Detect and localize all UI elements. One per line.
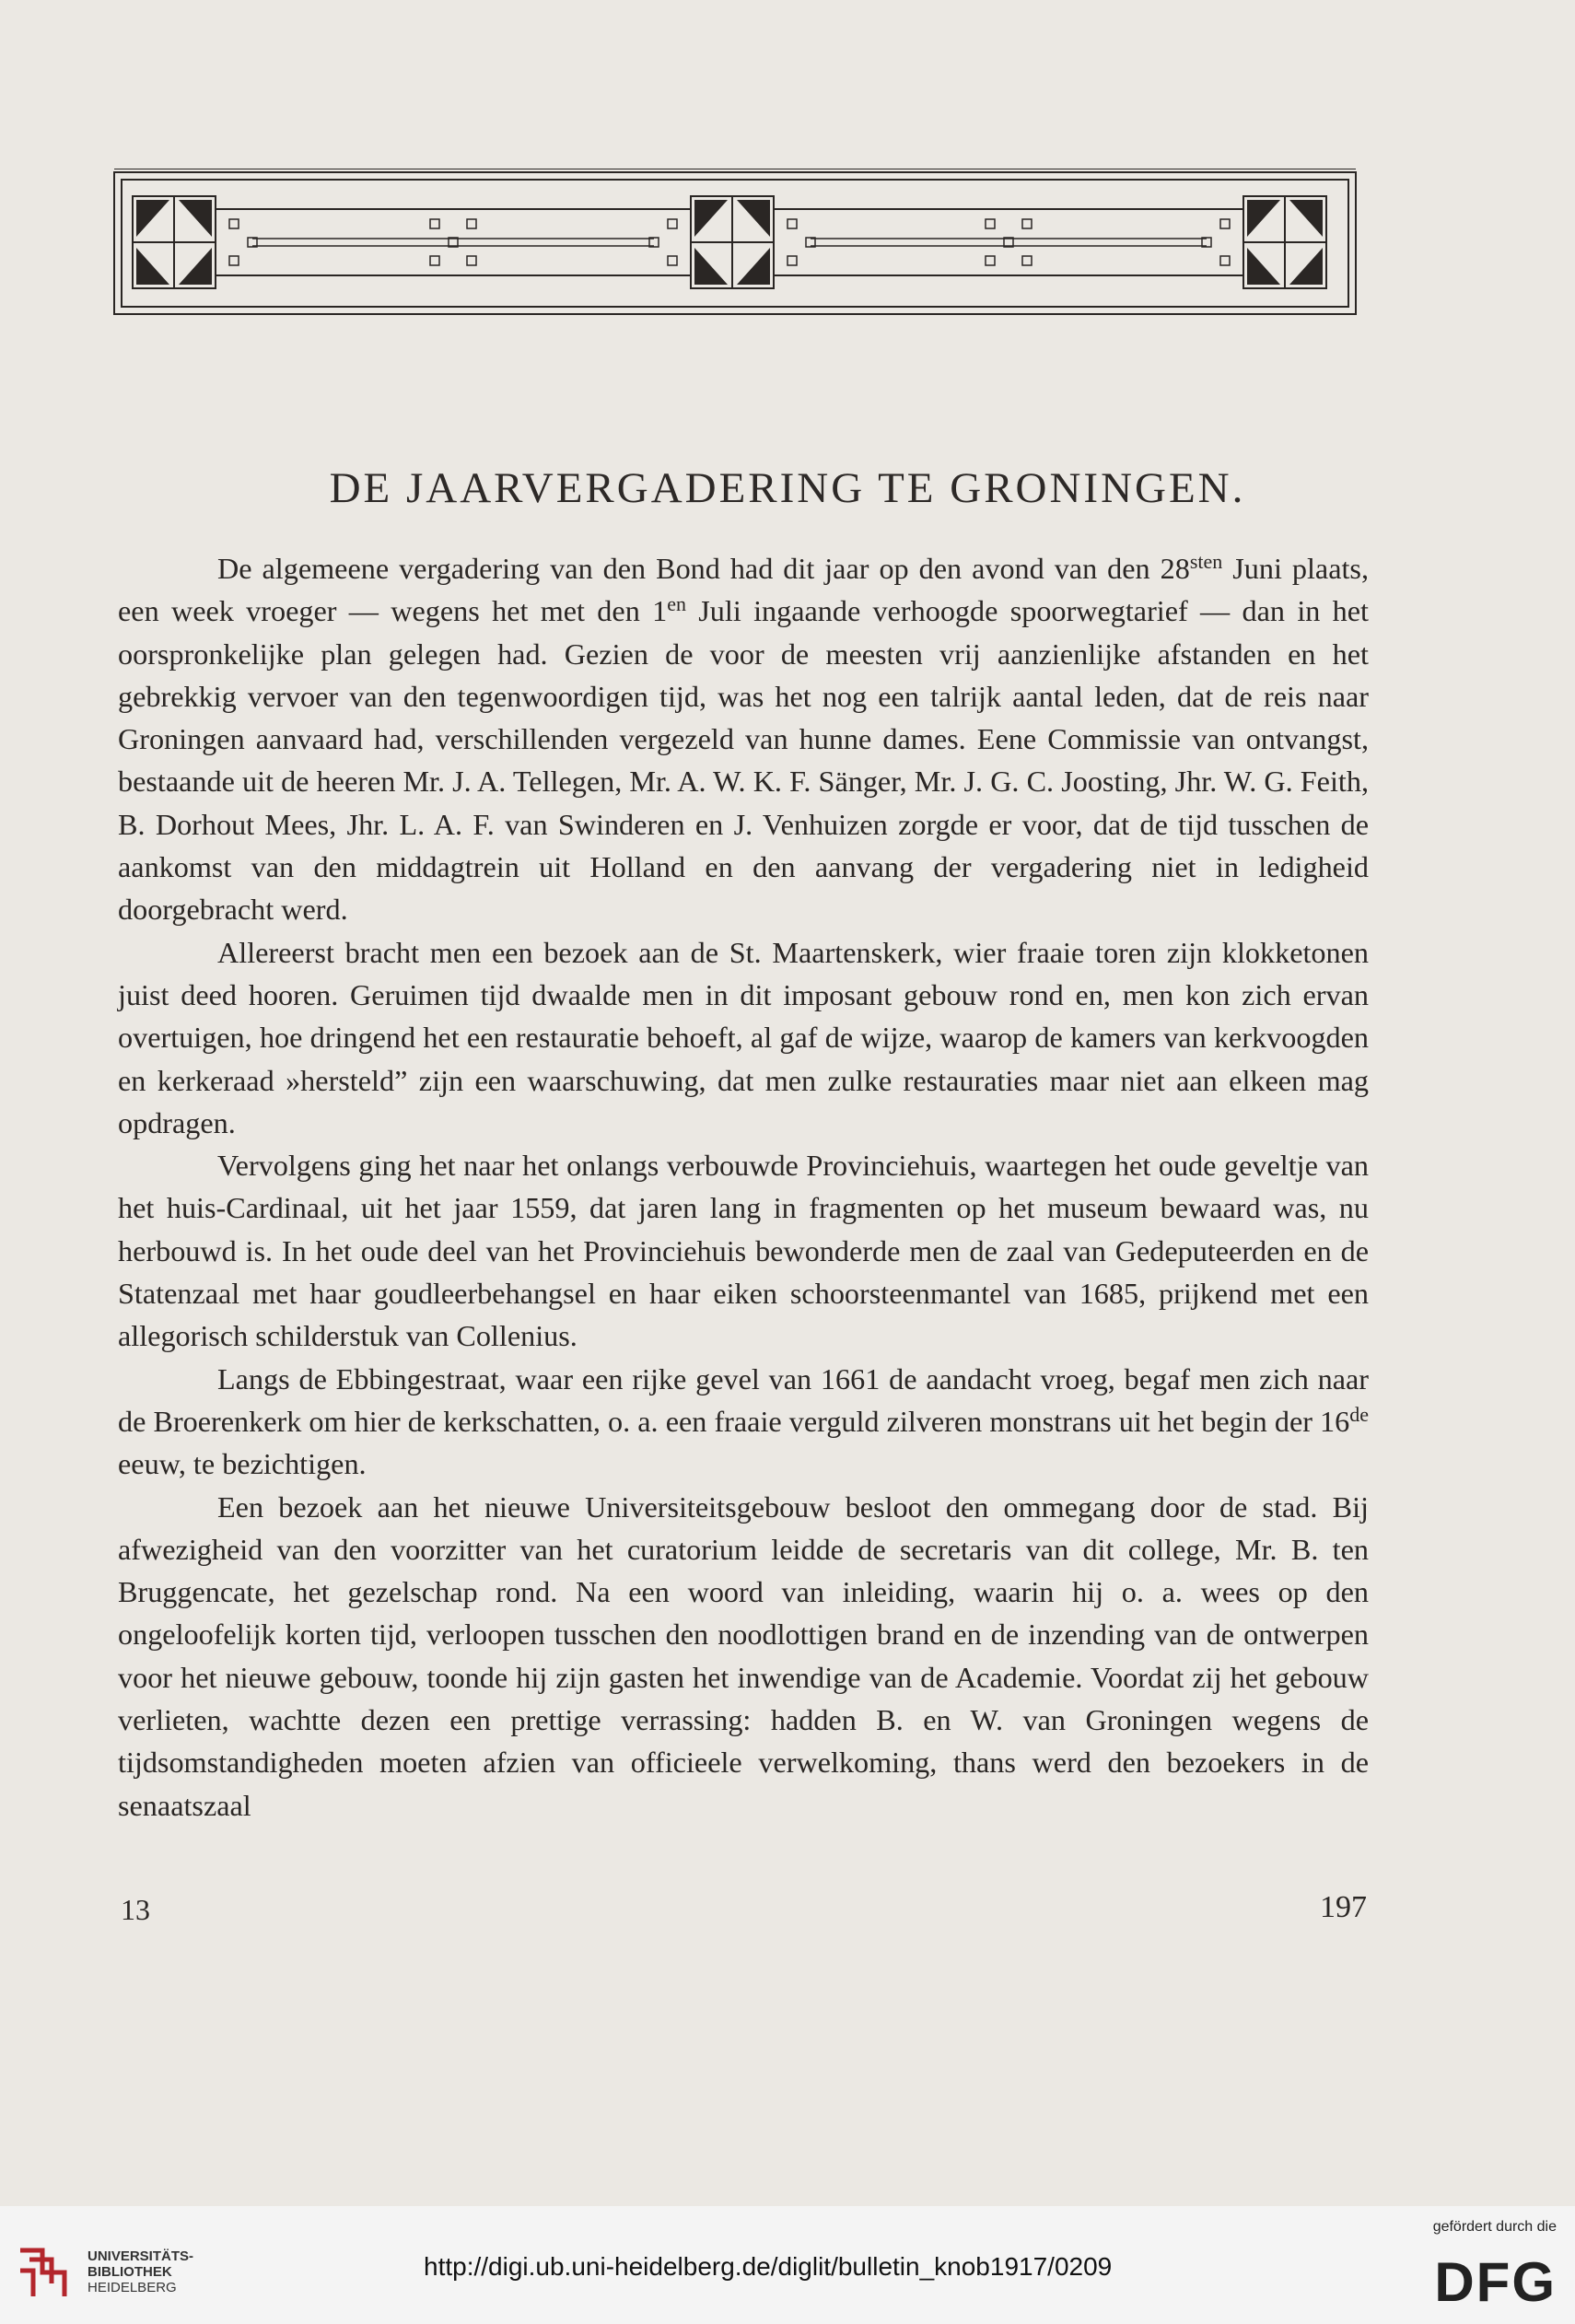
ornament-square xyxy=(430,219,439,228)
ornament-square xyxy=(1022,256,1032,265)
ornament-square xyxy=(430,256,439,265)
funding-note: gefördert durch die xyxy=(1432,2219,1557,2235)
ornament-square xyxy=(1220,256,1230,265)
ornament-square xyxy=(229,219,239,228)
dfg-logo: DFG xyxy=(1434,2251,1557,2313)
ornament-square xyxy=(229,256,239,265)
permalink-url[interactable]: http://digi.ub.uni-heidelberg.de/diglit/bulletin_knob1917/0209 xyxy=(424,2252,1113,2281)
ornament-square xyxy=(788,219,797,228)
ornament-square xyxy=(1022,219,1032,228)
library-name: UNIVERSITÄTS- BIBLIOTHEK HEIDELBERG xyxy=(88,2248,194,2295)
ornament-square xyxy=(467,219,476,228)
paragraph-5: Een bezoek aan het nieuwe Universiteitsgebouw besloot den ommegang door de stad. Bij afwezigheid van den voorzitter van het curatorium leidde de secretaris van dit college, Mr. B. ten Bruggencate, het gezelschap rond. Na een woord van inleiding, waarin hij o. a. wees op den ongeloofelijk korten tijd, verloopen tusschen den noodlottigen brand en de inzending van de ontwerpen voor het nieuwe gebouw, toonde hij zijn gasten het inwendige van de Academie. Voordat zij het gebouw verlieten, wachtte dezen een prettige verrassing: hadden B. en W. van Groningen wegens de tijdsomstandigheden moeten afzien van officieele verwelkoming, thans werd den bezoekers in de senaatszaal xyxy=(118,1489,1369,1822)
page-number: 197 xyxy=(1320,1890,1367,1924)
viewer-footer xyxy=(0,2206,1575,2324)
ornament-square xyxy=(467,256,476,265)
ornament-square xyxy=(1220,219,1230,228)
paragraph-3: Vervolgens ging het naar het onlangs verbouwde Provinciehuis, waartegen het oude geveltje van het huis-Cardinaal, uit het jaar 1559, dat jaren lang in fragmenten op het museum bewaard was, nu herbouwd is. In het oude deel van het Provinciehuis bewonderde men de zaal van Gedeputeerden en de Statenzaal met haar goudleerbehangsel en haar eiken schoorsteenmantel van 1685, prijkend met een allegorisch schilderstuk van Collenius. xyxy=(118,1149,1369,1353)
ub-heidelberg-logo-icon xyxy=(15,2243,74,2302)
paragraph-1: De algemeene vergadering van den Bond had dit jaar op den avond van den $28^{sten}$ Juni plaats, een week vroeger — wegens het met den $1^{en}$ Juli ingaande verhoogde spoorwegtarief — dan in het oorspronkelijke plan gelegen had. Gezien de voor de meesten vrij aanzienlijke afstanden en het gebrekkig vervoer van den tegenwoordigen tijd, was het nog een talrijk aantal leden, dat de reis naar Groningen aanvaard had, verschillenden vergezeld van hunne dames. Eene Commissie van ontvangst, bestaande uit de heeren Mr. J. A. Tellegen, Mr. A. W. K. F. Sänger, Mr. J. G. C. Joosting, Jhr. W. G. Feith, B. Dorhout Mees, Jhr. L. A. F. van Swinderen en J. Venhuizen zorgde er voor, dat de tijd tusschen de aankomst van den middagtrein uit Holland en den aanvang der vergadering niet in ledigheid doorgebracht werd. xyxy=(118,550,1370,927)
ornament-square xyxy=(986,219,995,228)
page-title: DE JAARVERGADERING TE GRONINGEN. xyxy=(329,464,1246,512)
ornament-square xyxy=(668,219,677,228)
paragraph-4: Langs de Ebbingestraat, waar een rijke gevel van 1661 de aandacht vroeg, begaf men zich naar de Broerenkerk om hier de kerkschatten, o. a. een fraaie verguld zilveren monstrans uit het begin der 16de eeuw, te bezichtigen. xyxy=(118,1361,1369,1481)
paragraph-2: Allereerst bracht men een bezoek aan de St. Maartenskerk, wier fraaie toren zijn klokketonen juist deed hooren. Geruimen tijd dwaalde men in dit imposant gebouw rond en, men kon zich ervan overtuigen, hoe dringend het een restauratie behoeft, al gaf de wijze, waarop de kamers van kerkvoogden en kerkeraad »hersteld” zijn een waarschuwing, dat men zulke restauraties maar niet aan elkeen mag opdragen. xyxy=(118,935,1369,1139)
article-body xyxy=(118,547,1369,1827)
ornament-square xyxy=(668,256,677,265)
ornament-square xyxy=(788,256,797,265)
decorative-ornament-border xyxy=(112,169,1358,318)
signature-mark: 13 xyxy=(121,1893,150,1926)
ornament-square xyxy=(986,256,995,265)
ornament-blocks xyxy=(133,196,1326,288)
